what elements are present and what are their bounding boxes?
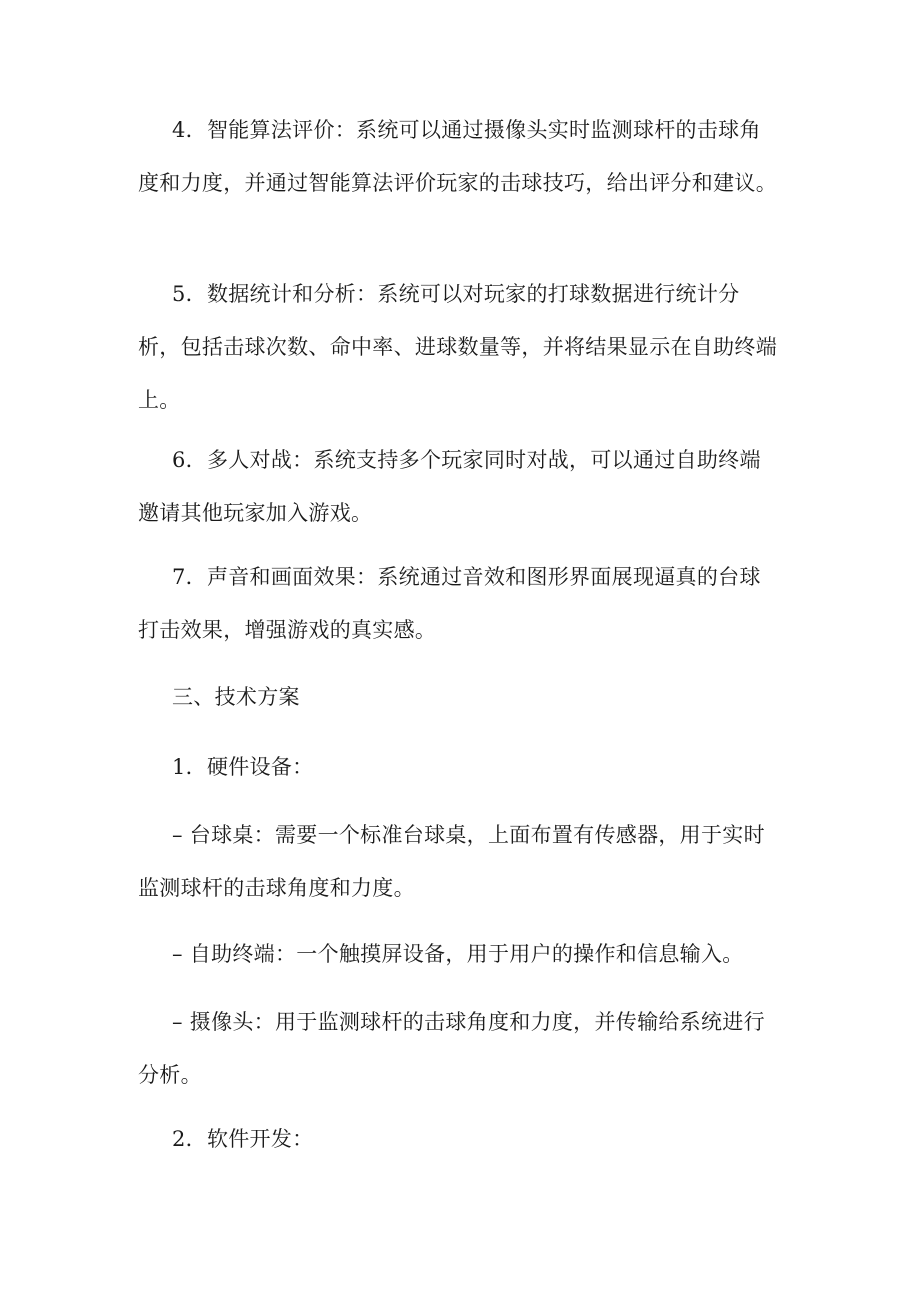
bullet-camera: – 摄像头：用于监测球杆的击球角度和力度，并传输给系统进行分析。 xyxy=(138,1010,765,1087)
subheading-hardware: 1．硬件设备： xyxy=(172,755,314,779)
section-heading-technical-plan: 三、技术方案 xyxy=(172,685,300,709)
paragraph-multiplayer: 6．多人对战：系统支持多个玩家同时对战，可以通过自助终端邀请其他玩家加入游戏。 xyxy=(138,448,761,525)
subheading-software: 2．软件开发： xyxy=(172,1127,314,1151)
paragraph-data-statistics: 5．数据统计和分析：系统可以对玩家的打球数据进行统计分析，包括击球次数、命中率、进球数量等，并将结果显示在自助终端上。 xyxy=(138,282,777,412)
bullet-self-service-terminal: – 自助终端：一个触摸屏设备，用于用户的操作和信息输入。 xyxy=(172,942,744,966)
bullet-pool-table: – 台球桌：需要一个标准台球桌，上面布置有传感器，用于实时监测球杆的击球角度和力度。 xyxy=(138,823,765,900)
paragraph-sound-visual: 7．声音和画面效果：系统通过音效和图形界面展现逼真的台球打击效果，增强游戏的真实感。 xyxy=(138,565,761,642)
paragraph-intelligent-evaluation: 4．智能算法评价：系统可以通过摄像头实时监测球杆的击球角度和力度，并通过智能算法评价玩家的击球技巧，给出评分和建议。 xyxy=(138,118,777,195)
